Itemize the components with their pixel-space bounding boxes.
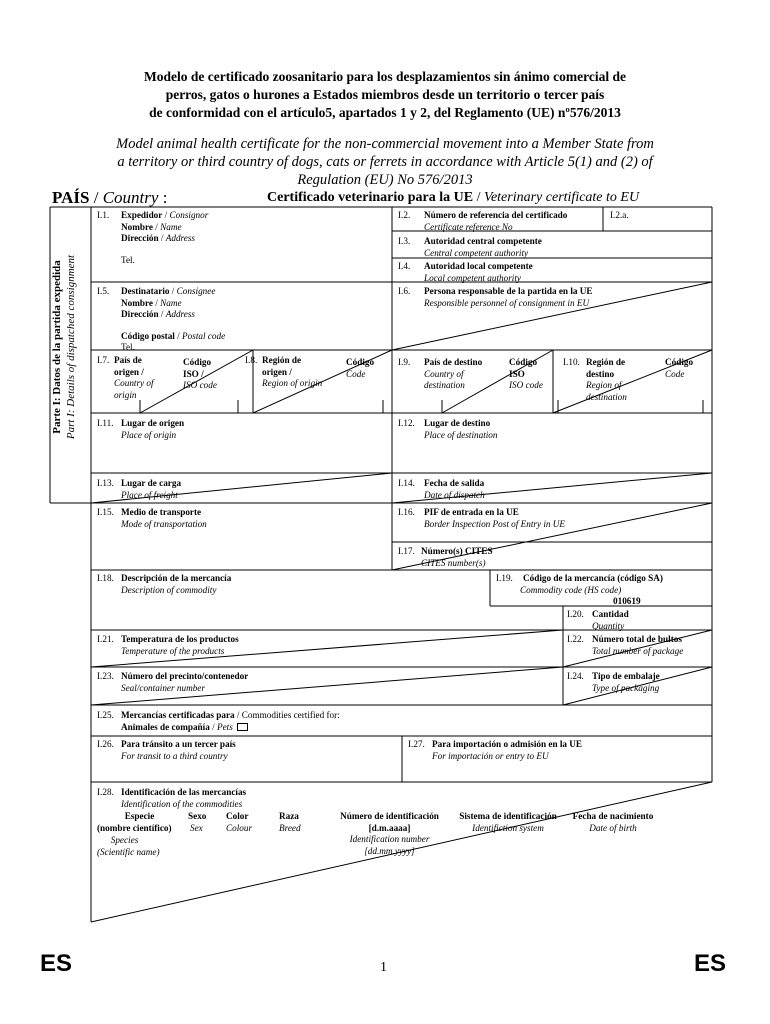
i10-title-es-2: destino: [586, 368, 615, 379]
title-es-line-1: Modelo de certificado zoosanitario para los desplazamientos sin ánimo comercial de: [144, 69, 626, 84]
box-i17-number: I.17.: [398, 546, 415, 556]
i21-title-es: Temperatura de los productos: [121, 634, 239, 644]
box-i24-number: I.24.: [567, 671, 584, 681]
part-one-side-label: [50, 242, 80, 452]
i17-title-en: CITES number(s): [421, 557, 486, 568]
col-id-system: [452, 811, 564, 834]
i7-title-en-2: origin: [114, 389, 137, 400]
i28-title-en: Identification of the commodities: [121, 798, 243, 809]
i27-title-en: For importación or entry to EU: [432, 750, 549, 761]
col-sex: [188, 811, 206, 834]
i8-code-en: Code: [346, 368, 366, 379]
i4-title-en: Local competent authority: [424, 272, 521, 283]
box-i1-text: Expedidor / Consignor Nombre / Name Dirección / Address Tel.: [121, 210, 209, 265]
i25-pets-en: Pets: [216, 721, 233, 732]
box-i2: [424, 210, 567, 233]
title-es-line-3: de conformidad con el artículo5, apartados 1 y 2, del Reglamento (UE) nº576/2013: [149, 105, 621, 120]
i7-title-es-1: País de: [114, 355, 142, 365]
pets-checkbox[interactable]: [237, 723, 248, 731]
i22-title-es: Número total de bultos: [592, 634, 682, 644]
col-species-es: Especie: [124, 811, 155, 821]
box-i9: [424, 357, 482, 392]
i9-code-en: ISO code: [509, 380, 543, 390]
i7-title-en-1: Country of: [114, 378, 154, 388]
box-i17: [421, 546, 493, 569]
box-i15-number: I.15.: [97, 507, 114, 517]
i18-title-es: Descripción de la mercancía: [121, 573, 232, 583]
i15-title-en: Mode of transportation: [121, 518, 207, 529]
i5-addr-es: Dirección: [121, 309, 159, 319]
i4-title-es: Autoridad local competente: [424, 261, 533, 271]
i2-title-es: Número de referencia del certificado: [424, 210, 568, 220]
box-i28-number: I.28.: [97, 787, 114, 797]
i24-title-es: Tipo de embalaje: [592, 671, 660, 681]
box-i1: [97, 210, 109, 222]
box-i5: Destinatario / Consignee Nombre / Name Dirección / Address Código postal / Postal code Tel.: [121, 286, 226, 352]
box-i16: [424, 507, 565, 530]
title-en-line-1: Model animal health certificate for the non-commercial movement into a Member State from: [116, 136, 654, 152]
box-i14: [424, 478, 485, 501]
i23-title-es: Número del precinto/contenedor: [121, 671, 249, 681]
i9-code-es-2: ISO: [509, 368, 525, 379]
i8-title-en: Region of origin: [262, 378, 323, 388]
box-i18-number: I.18.: [97, 573, 114, 583]
i5-tel: Tel.: [121, 342, 135, 352]
i27-title-es: Para importación o admisión en la UE: [432, 739, 583, 749]
box-i21: [121, 634, 239, 657]
i6-title-es: Persona responsable de la partida en la UE: [424, 286, 593, 296]
col-idnum-en2: [dd.mm.yyyy]: [364, 845, 415, 856]
i16-title-en: Border Inspection Post of Entry in UE: [424, 518, 566, 529]
i3-title-en: Central competent authority: [424, 247, 529, 258]
box-i10-code: [665, 357, 693, 380]
box-i1-number: I.1.: [97, 210, 110, 220]
country-colon: :: [158, 188, 168, 207]
country-en: Country: [102, 188, 159, 207]
i16-title-es: PIF de entrada en la UE: [424, 507, 519, 517]
box-i14-number: I.14.: [398, 478, 415, 488]
box-i6-number: I.6.: [398, 286, 411, 296]
i26-title-en: For transit to a third country: [121, 750, 228, 761]
title-es-line-2: perros, gatos o hurones a Estados miembros desde un territorio o tercer país: [165, 87, 605, 102]
i8-title-es-2: origen /: [262, 366, 292, 377]
i21-title-en: Temperature of the products: [121, 645, 225, 656]
box-i12-number: I.12.: [398, 418, 415, 428]
col-idnum-es2: [d.m.aaaa]: [368, 822, 411, 833]
box-i4: [424, 261, 533, 284]
i14-title-es: Fecha de salida: [424, 478, 485, 488]
i23-title-en: Seal/container number: [121, 682, 205, 693]
i8-code-es: Código: [346, 357, 375, 367]
box-i23: [121, 671, 248, 694]
part-label-en: Part I: Details of dispatched consignment: [65, 254, 77, 440]
col-idnum-en: Identification number: [349, 834, 430, 844]
box-i22: [592, 634, 683, 657]
i12-title-es: Lugar de destino: [424, 418, 491, 428]
i6-title-en: Responsible personnel of consignment in EU: [424, 297, 590, 308]
col-breed-en: Breed: [279, 822, 301, 833]
col-sex-en: Sex: [190, 822, 203, 833]
page-number: 1: [380, 960, 387, 975]
box-i8-code: [346, 357, 374, 380]
box-i20-number: I.20.: [567, 609, 584, 619]
box-i19-number: I.19.: [496, 573, 513, 583]
i9-title-en-1: Country of: [424, 368, 464, 379]
i7-title-es-2: origen /: [114, 366, 144, 377]
box-i16-number: I.16.: [398, 507, 415, 517]
box-i11-number: I.11.: [97, 418, 114, 428]
i19-title-es: Código de la mercancía (código SA): [523, 573, 663, 583]
footer-language-right: ES: [694, 950, 727, 977]
i8-title-es-1: Región de: [262, 355, 302, 365]
col-colour-es: Color: [226, 811, 249, 821]
col-colour: [226, 811, 252, 834]
col-birth-date: [567, 811, 659, 834]
box-i6: [424, 286, 593, 309]
box-i18: [121, 573, 231, 596]
i26-title-es: Para tránsito a un tercer país: [121, 739, 236, 749]
box-i7-code: [183, 357, 217, 392]
i5-title-es: Destinatario: [121, 286, 170, 296]
i5-title-en: Consignee: [176, 286, 216, 296]
col-idnum-es: Número de identificación: [340, 811, 439, 821]
box-i2a-number: I.2.a.: [610, 210, 629, 220]
box-i9-number: I.9.: [398, 357, 411, 367]
box-i13: [121, 478, 181, 501]
i9-title-en-2: destination: [424, 380, 465, 390]
box-i25-number: I.25.: [97, 710, 114, 720]
i7-code-es-2: ISO /: [183, 368, 204, 379]
col-id-number: [332, 811, 447, 857]
col-species-es2: [97, 823, 172, 835]
col-species-en2-text: (Scientific name): [97, 847, 160, 857]
box-i19: [520, 573, 663, 608]
col-species-en-text: Species: [110, 835, 139, 845]
i20-title-es: Cantidad: [592, 609, 629, 619]
i7-code-en: ISO code: [183, 380, 217, 390]
i5-addr-en: Address: [165, 309, 196, 319]
box-i20: [592, 609, 629, 632]
i25-title-es: Mercancías certificadas para: [121, 710, 235, 720]
i15-title-es: Medio de transporte: [121, 507, 202, 517]
cert-sep: /: [473, 190, 484, 205]
box-i12: [424, 418, 498, 441]
i5-name-en: Name: [160, 297, 182, 308]
i2-title-en: Certificate reference No: [424, 221, 513, 232]
box-i23-number: I.23.: [97, 671, 114, 681]
box-i25: Mercancías certificadas para / Commodities certified for: Animales de compañía / Pets: [121, 710, 340, 732]
i13-title-es: Lugar de carga: [121, 478, 182, 488]
col-sex-es: Sexo: [188, 811, 207, 821]
i10-title-es-1: Región de: [586, 357, 626, 367]
col-species: [97, 811, 182, 823]
col-dob-en: Date of birth: [589, 822, 637, 833]
country-es: PAÍS: [52, 188, 90, 207]
col-dob-es: Fecha de nacimiento: [572, 811, 654, 821]
box-i10: [586, 357, 627, 403]
col-idsys-en: Identifiction system: [472, 822, 544, 833]
i9-code-es-1: Código: [509, 357, 538, 367]
box-i28: [121, 787, 246, 810]
i28-title-es: Identificación de las mercancías: [121, 787, 247, 797]
i14-title-en: Date of dispatch: [424, 489, 485, 500]
i20-title-en: Quantity: [592, 620, 625, 631]
i12-title-en: Place of destination: [424, 429, 498, 440]
title-en-line-3: Regulation (EU) No 576/2013: [297, 172, 473, 188]
col-species-en: [97, 835, 152, 847]
box-i15: [121, 507, 207, 530]
box-i2-number: I.2.: [398, 210, 411, 220]
col-idsys-es: Sistema de identificación: [459, 811, 557, 821]
i18-title-en: Description of commodity: [121, 584, 217, 595]
col-species-es2-text: (nombre científico): [97, 823, 172, 833]
i1-name-en: Name: [160, 221, 182, 232]
i10-code-en: Code: [665, 368, 685, 379]
i5-name-es: Nombre: [121, 297, 153, 308]
i17-title-es: Número(s) CITES: [421, 546, 493, 556]
i11-title-en: Place of origin: [121, 429, 177, 440]
box-i13-number: I.13.: [97, 478, 114, 488]
box-i3-number: I.3.: [398, 236, 411, 246]
box-i7: [114, 355, 154, 401]
i5-postal-en: Postal code: [182, 330, 226, 341]
box-i3: [424, 236, 542, 259]
col-colour-en: Colour: [226, 822, 253, 833]
i24-title-en: Type of packaging: [592, 682, 660, 693]
box-i9-code: [509, 357, 543, 392]
col-breed-es: Raza: [279, 811, 299, 821]
box-i26: [121, 739, 236, 762]
i1-addr-en: Address: [165, 233, 196, 243]
i19-value: 010619: [613, 596, 641, 606]
col-species-en2: [97, 847, 160, 859]
box-i4-number: I.4.: [398, 261, 411, 271]
i9-title-es: País de destino: [424, 357, 483, 367]
i1-tel: Tel.: [121, 254, 135, 265]
box-i8: [262, 355, 322, 390]
box-i11: [121, 418, 184, 441]
i1-name-es: Nombre: [121, 221, 153, 232]
part-label-es: Parte I: Datos de la partida expedida: [51, 260, 63, 434]
box-i5-number: I.5.: [97, 286, 110, 296]
footer-language-left: ES: [40, 950, 73, 977]
i10-title-en-1: Region of: [586, 380, 622, 390]
box-i10-number: I.10.: [563, 357, 580, 367]
box-i7-number: I.7.: [97, 355, 110, 365]
title-en-line-2: a territory or third country of dogs, cats or ferrets in accordance with Article 5(1) and (2) of: [117, 154, 653, 170]
i19-title-en: Commodity code (HS code): [520, 584, 622, 595]
box-i26-number: I.26.: [97, 739, 114, 749]
box-i24: [592, 671, 660, 694]
i13-title-en: Place of freight: [121, 489, 178, 500]
i1-title-es: Expedidor: [121, 210, 163, 220]
box-i21-number: I.21.: [97, 634, 114, 644]
country-sep: /: [89, 188, 103, 207]
box-i27-number: I.27.: [408, 739, 425, 749]
i25-title-en: Commodities certified for: [241, 710, 338, 720]
i1-title-en: Consignor: [169, 210, 209, 220]
i11-title-es: Lugar de origen: [121, 418, 185, 428]
i7-code-es-1: Código: [183, 357, 212, 367]
i10-title-en-2: destination: [586, 391, 627, 402]
cert-es: Certificado veterinario para la UE: [267, 190, 474, 205]
box-i8-number: I.8.: [245, 355, 258, 365]
cert-en: Veterinary certificate to EU: [483, 190, 640, 205]
i3-title-es: Autoridad central competente: [424, 236, 542, 246]
i22-title-en: Total number of package: [592, 645, 684, 656]
i5-postal-es: Código postal: [121, 330, 175, 341]
i1-addr-es: Dirección: [121, 233, 159, 243]
box-i22-number: I.22.: [567, 634, 584, 644]
i10-code-es: Código: [665, 357, 694, 367]
box-i27: [432, 739, 582, 762]
col-breed: [279, 811, 301, 834]
i25-pets-es: Animales de compañía: [121, 721, 210, 732]
